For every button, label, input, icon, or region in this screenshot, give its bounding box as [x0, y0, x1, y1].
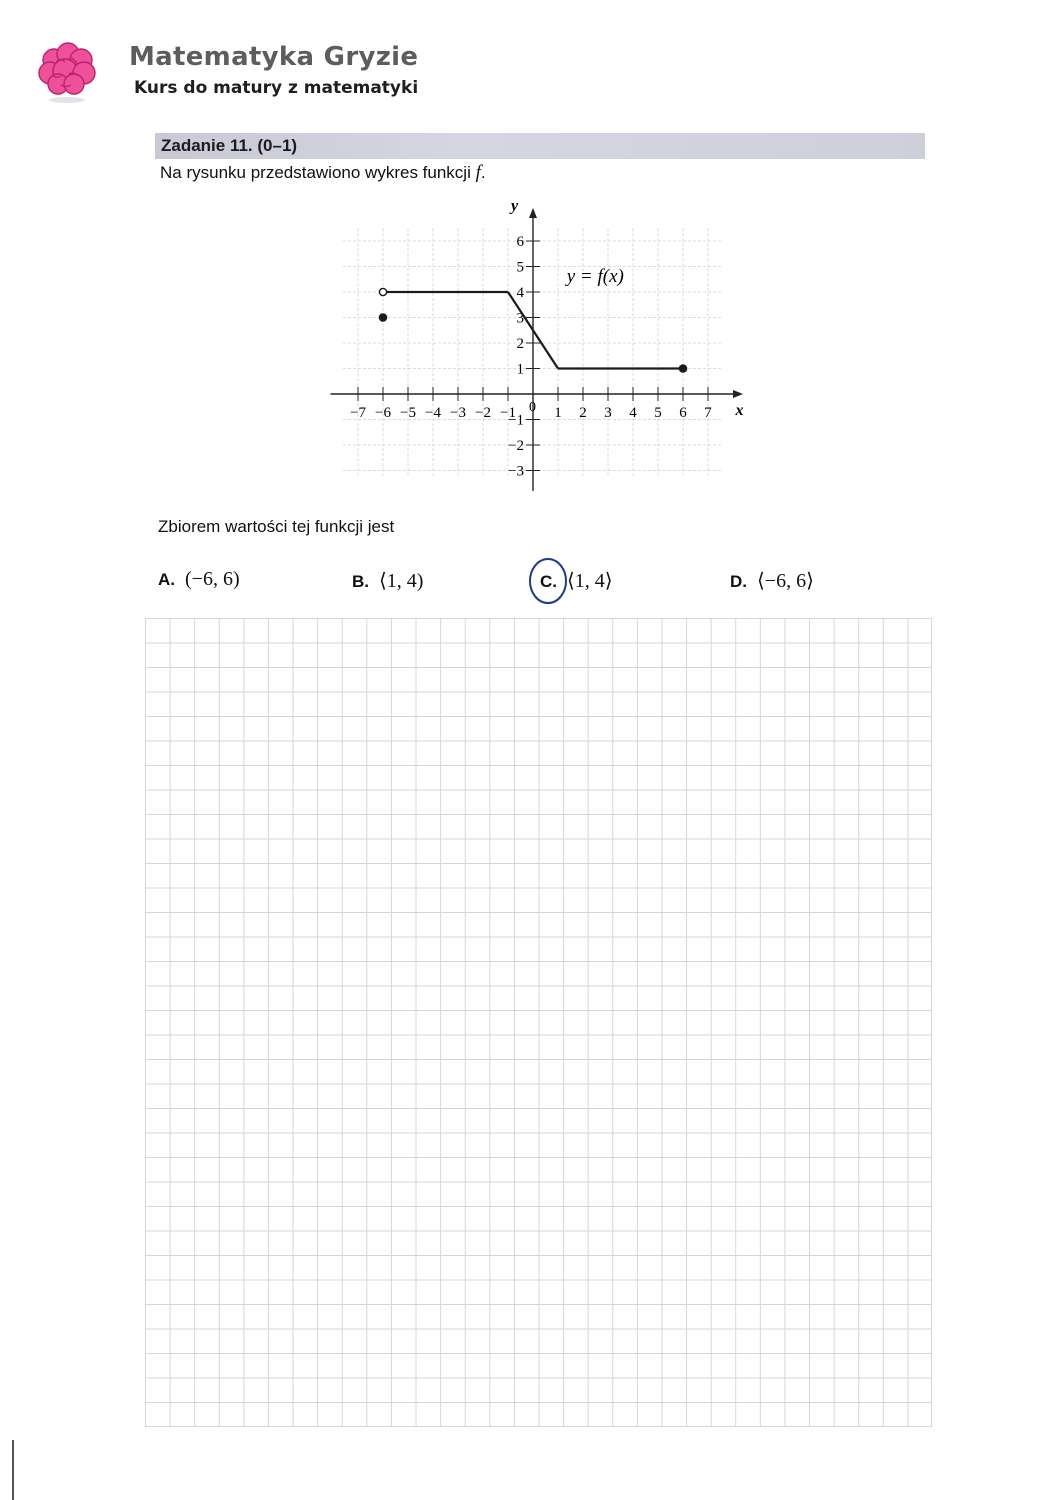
answer-b[interactable] — [352, 568, 423, 593]
brand-subtitle: Kurs do matury z matematyki — [134, 78, 419, 98]
task-statement — [160, 162, 486, 184]
answer-d-letter: D. — [730, 572, 747, 591]
function-graph — [320, 196, 750, 496]
x-tick-label: −6 — [375, 405, 391, 421]
graph-point-open — [379, 288, 386, 295]
x-tick-label: 6 — [679, 405, 687, 421]
y-tick-label: 3 — [516, 310, 524, 327]
answer-a[interactable] — [158, 568, 240, 591]
x-tick-label: 2 — [579, 405, 587, 421]
y-axis-arrow — [529, 208, 537, 218]
task-statement-text: Na rysunku przedstawiono wykres funkcji — [160, 163, 471, 182]
x-tick-label: −7 — [350, 405, 366, 421]
task-header-bar — [155, 133, 925, 159]
y-tick-label: −1 — [508, 412, 524, 429]
x-tick-label: 4 — [629, 405, 637, 421]
y-tick-label: −3 — [508, 463, 524, 480]
function-symbol: f — [475, 162, 481, 183]
answer-d[interactable] — [730, 568, 814, 593]
graph-point-filled — [379, 314, 386, 321]
answer-a-letter: A. — [158, 570, 175, 589]
answer-c-value: ⟨1, 4⟩ — [567, 570, 613, 592]
y-tick-label: 2 — [516, 336, 524, 352]
brand-header — [36, 40, 456, 110]
answer-c-letter: C. — [540, 572, 557, 591]
x-axis-name: x — [735, 402, 744, 419]
y-tick-label: 1 — [516, 361, 524, 378]
brand-title: Matematyka Gryzie — [129, 42, 419, 72]
x-tick-label: −5 — [400, 405, 416, 421]
x-axis-arrow — [733, 390, 743, 398]
x-tick-label: −3 — [450, 405, 466, 421]
x-tick-label: −4 — [425, 405, 441, 421]
brain-icon — [36, 40, 98, 106]
answer-a-value: (−6, 6) — [185, 568, 240, 590]
scratch-grid[interactable] — [145, 618, 932, 1427]
x-tick-label: −1 — [500, 405, 516, 421]
task-title: Zadanie 11. (0–1) — [161, 136, 298, 155]
answer-d-value: ⟨−6, 6⟩ — [757, 570, 814, 592]
function-label: y = f(x) — [566, 265, 624, 287]
y-tick-label: 6 — [516, 234, 524, 250]
x-tick-label: 3 — [604, 405, 612, 421]
answer-b-value: ⟨1, 4) — [379, 570, 424, 592]
scan-edge-line — [12, 1440, 14, 1500]
graph-point-filled — [679, 365, 686, 372]
x-tick-label: 1 — [554, 405, 562, 421]
x-tick-label: 7 — [704, 405, 712, 421]
y-tick-label: 4 — [516, 285, 524, 301]
x-tick-label: 5 — [654, 405, 662, 421]
task-statement-end: . — [480, 163, 486, 182]
x-tick-label: −2 — [475, 405, 491, 421]
question-text: Zbiorem wartości tej funkcji jest — [158, 517, 395, 536]
y-tick-label: 5 — [516, 259, 524, 276]
answer-b-letter: B. — [352, 572, 369, 591]
origin-label: 0 — [529, 400, 536, 415]
y-axis-name: y — [511, 197, 519, 215]
answer-c[interactable] — [540, 568, 613, 593]
y-tick-label: −2 — [508, 438, 524, 454]
